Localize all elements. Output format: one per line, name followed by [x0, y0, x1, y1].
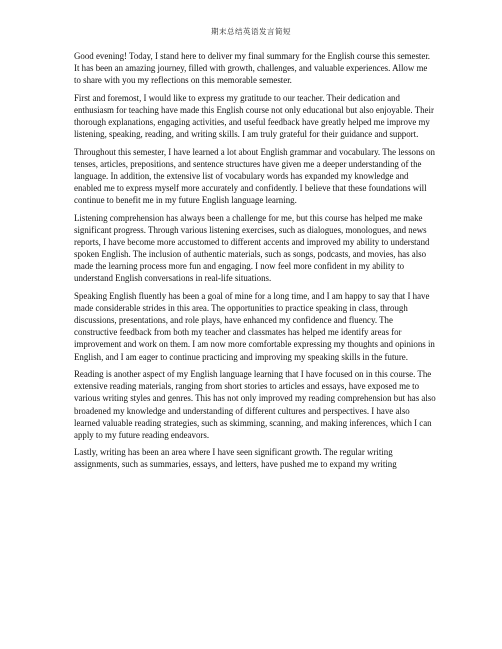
- paragraph: Speaking English fluently has been a goal of mine for a long time, and I am happy to say that I have made considerable strides in this area. The opportunities to practice speaking in class, through discussions, presentations, and role plays, have enhanced my confidence and fluency. The constructive feedback from both my teacher and classmates has helped me identify areas for improvement and work on them. I am now more comfortable expressing my thoughts and opinions in English, and I am eager to continue practicing and improving my speaking skills in the future.: [74, 291, 435, 362]
- document-title: 期末总结英语发言简短: [211, 27, 291, 36]
- paragraph: Good evening! Today, I stand here to deliver my final summary for the English course this semester. It has been an amazing journey, filled with growth, challenges, and valuable experiences. Allow me to share with you my reflections on this memorable semester.: [74, 51, 431, 86]
- paragraph: First and foremost, I would like to express my gratitude to our teacher. Their dedication and enthusiasm for teaching have made this English course not only educational but also enjoyable. Their thorough explanations, engaging activities, and useful feedback have greatly helped me improve my listening, speaking, reading, and writing skills. I am truly grateful for their guidance and support.: [74, 92, 434, 140]
- paragraph: Listening comprehension has always been a challenge for me, but this course has helped me make significant progress. Through various listening exercises, such as dialogues, monologues, and news reports, I have become more accustomed to different accents and improved my ability to understand spoken English. The inclusion of authentic materials, such as songs, podcasts, and movies, has also made the learning process more fun and engaging. I now feel more confident in my ability to understand English conversations in real-life situations.: [74, 212, 430, 284]
- paragraph: Reading is another aspect of my English language learning that I have focused on in this course. The extensive reading materials, ranging from short stories to articles and essays, have exposed me to various writing styles and genres. This has not only improved my reading comprehension but has also broadened my knowledge and understanding of different cultures and perspectives. I have also learned valuable reading strategies, such as skimming, scanning, and making inferences, which I can apply to my future reading endeavors.: [74, 369, 436, 440]
- paragraph: Lastly, writing has been an area where I have seen significant growth. The regular writing assignments, such as summaries, essays, and letters, have pushed me to expand my writing: [74, 447, 397, 470]
- paragraph: Throughout this semester, I have learned a lot about English grammar and vocabulary. The lessons on tenses, articles, prepositions, and sentence structures have given me a deeper understanding of the language. In addition, the extensive list of vocabulary words has expanded my knowledge and enabled me to express myself more accurately and confidently. I believe that these foundations will continue to benefit me in my future English language learning.: [74, 146, 435, 206]
- document-body: [74, 50, 436, 476]
